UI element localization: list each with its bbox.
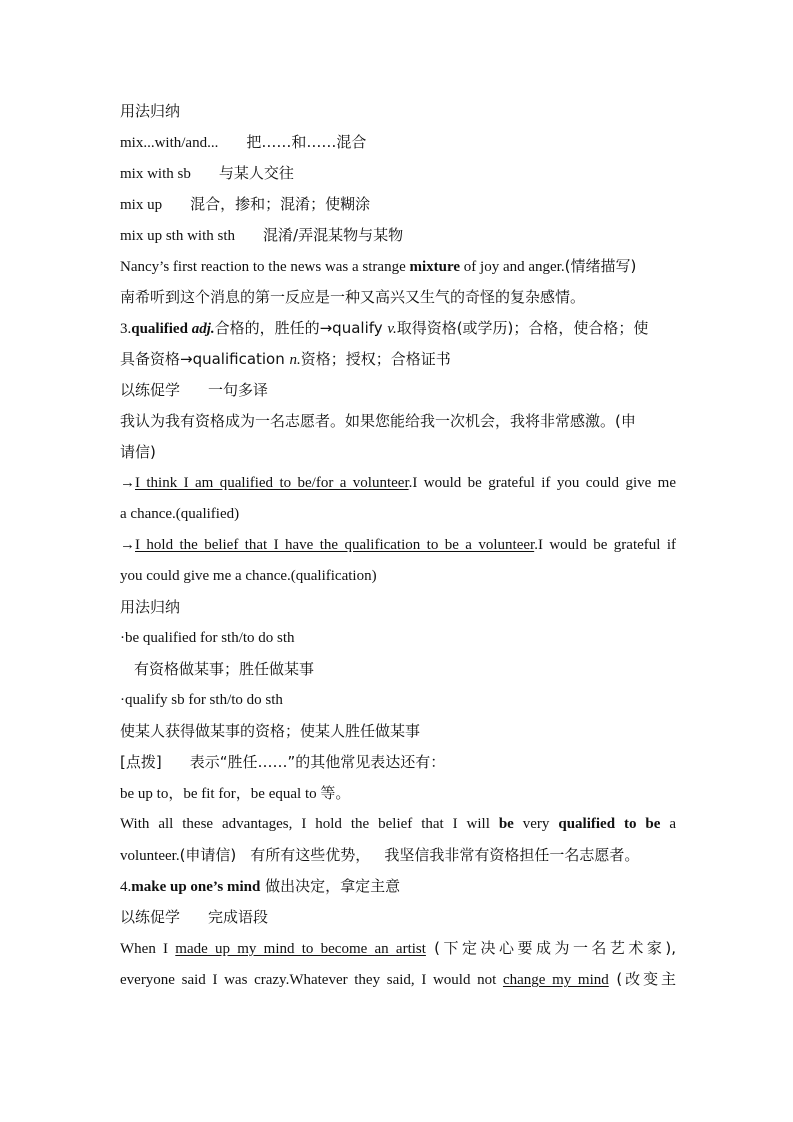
section-heading-usage-2: 用法归纳 — [120, 598, 181, 616]
section-heading-practice: 以练促学 一句多译 — [120, 381, 269, 399]
vocab-entry-qualified-cont: 具备资格→qualification n.资格；授权；合格证书 — [120, 350, 451, 368]
example-sentence-advantages: With all these advantages, I hold the belief that I will be very qualified to be a — [120, 816, 676, 832]
section-heading-practice-2: 以练促学 完成语段 — [120, 908, 269, 926]
tip-expressions: be up to，be fit for，be equal to 等。 — [120, 784, 351, 802]
usage-line-be-qualified-meaning: 有资格做某事；胜任做某事 — [134, 660, 315, 678]
example-sentence-mixture: Nancy’s first reaction to the news was a strange mixture of joy and anger.(情绪描写) — [120, 257, 637, 275]
usage-line-mix-with: mix...with/and... 把……和……混合 — [120, 133, 367, 151]
practice-prompt: 我认为我有资格成为一名志愿者。如果您能给我一次机会，我将非常感激。(申 — [120, 412, 636, 430]
usage-line-be-qualified: ·be qualified for sth/to do sth — [120, 630, 295, 646]
vocab-entry-qualified: 3.qualified adj.合格的，胜任的→qualify v.取得资格(或学历)；合格，使合格；使 — [120, 319, 649, 337]
passage-line-2: everyone said I was crazy.Whatever they said, I would not change my mind (改变主 — [120, 970, 676, 988]
tip-line: [点拨] 表示“胜任……”的其他常见表达还有： — [120, 753, 446, 771]
answer-line-qualified: →I think I am qualified to be/for a volunteer.I would be grateful if you could give me — [120, 475, 676, 491]
document-page — [120, 96, 676, 995]
section-heading-usage: 用法归纳 — [120, 102, 181, 120]
usage-line-qualify-sb-meaning: 使某人获得做某事的资格；使某人胜任做某事 — [120, 722, 421, 740]
answer-line-qualification: →I hold the belief that I have the qualification to be a volunteer.I would be grateful if — [120, 537, 676, 553]
example-sentence-advantages-cont: volunteer.(申请信) 有所有这些优势， 我坚信我非常有资格担任一名志愿者。 — [120, 846, 640, 864]
passage-line-1: When I made up my mind to become an artist (下定决心要成为一名艺术家), — [120, 939, 676, 957]
usage-line-mix-up-sth-with-sth: mix up sth with sth 混淆/弄混某物与某物 — [120, 226, 404, 244]
vocab-entry-make-up-mind: 4.make up one’s mind 做出决定，拿定主意 — [120, 877, 401, 895]
answer-line-qualified-cont: a chance.(qualified) — [120, 506, 240, 522]
answer-line-qualification-cont: you could give me a chance.(qualification) — [120, 568, 377, 584]
example-translation-mixture: 南希听到这个消息的第一反应是一种又高兴又生气的奇怪的复杂感情。 — [120, 288, 586, 306]
usage-line-mix-with-sb: mix with sb 与某人交往 — [120, 164, 294, 182]
usage-line-mix-up: mix up 混合，掺和；混淆；使糊涂 — [120, 195, 371, 213]
practice-prompt-cont: 请信) — [120, 443, 156, 461]
usage-line-qualify-sb: ·qualify sb for sth/to do sth — [120, 692, 283, 708]
